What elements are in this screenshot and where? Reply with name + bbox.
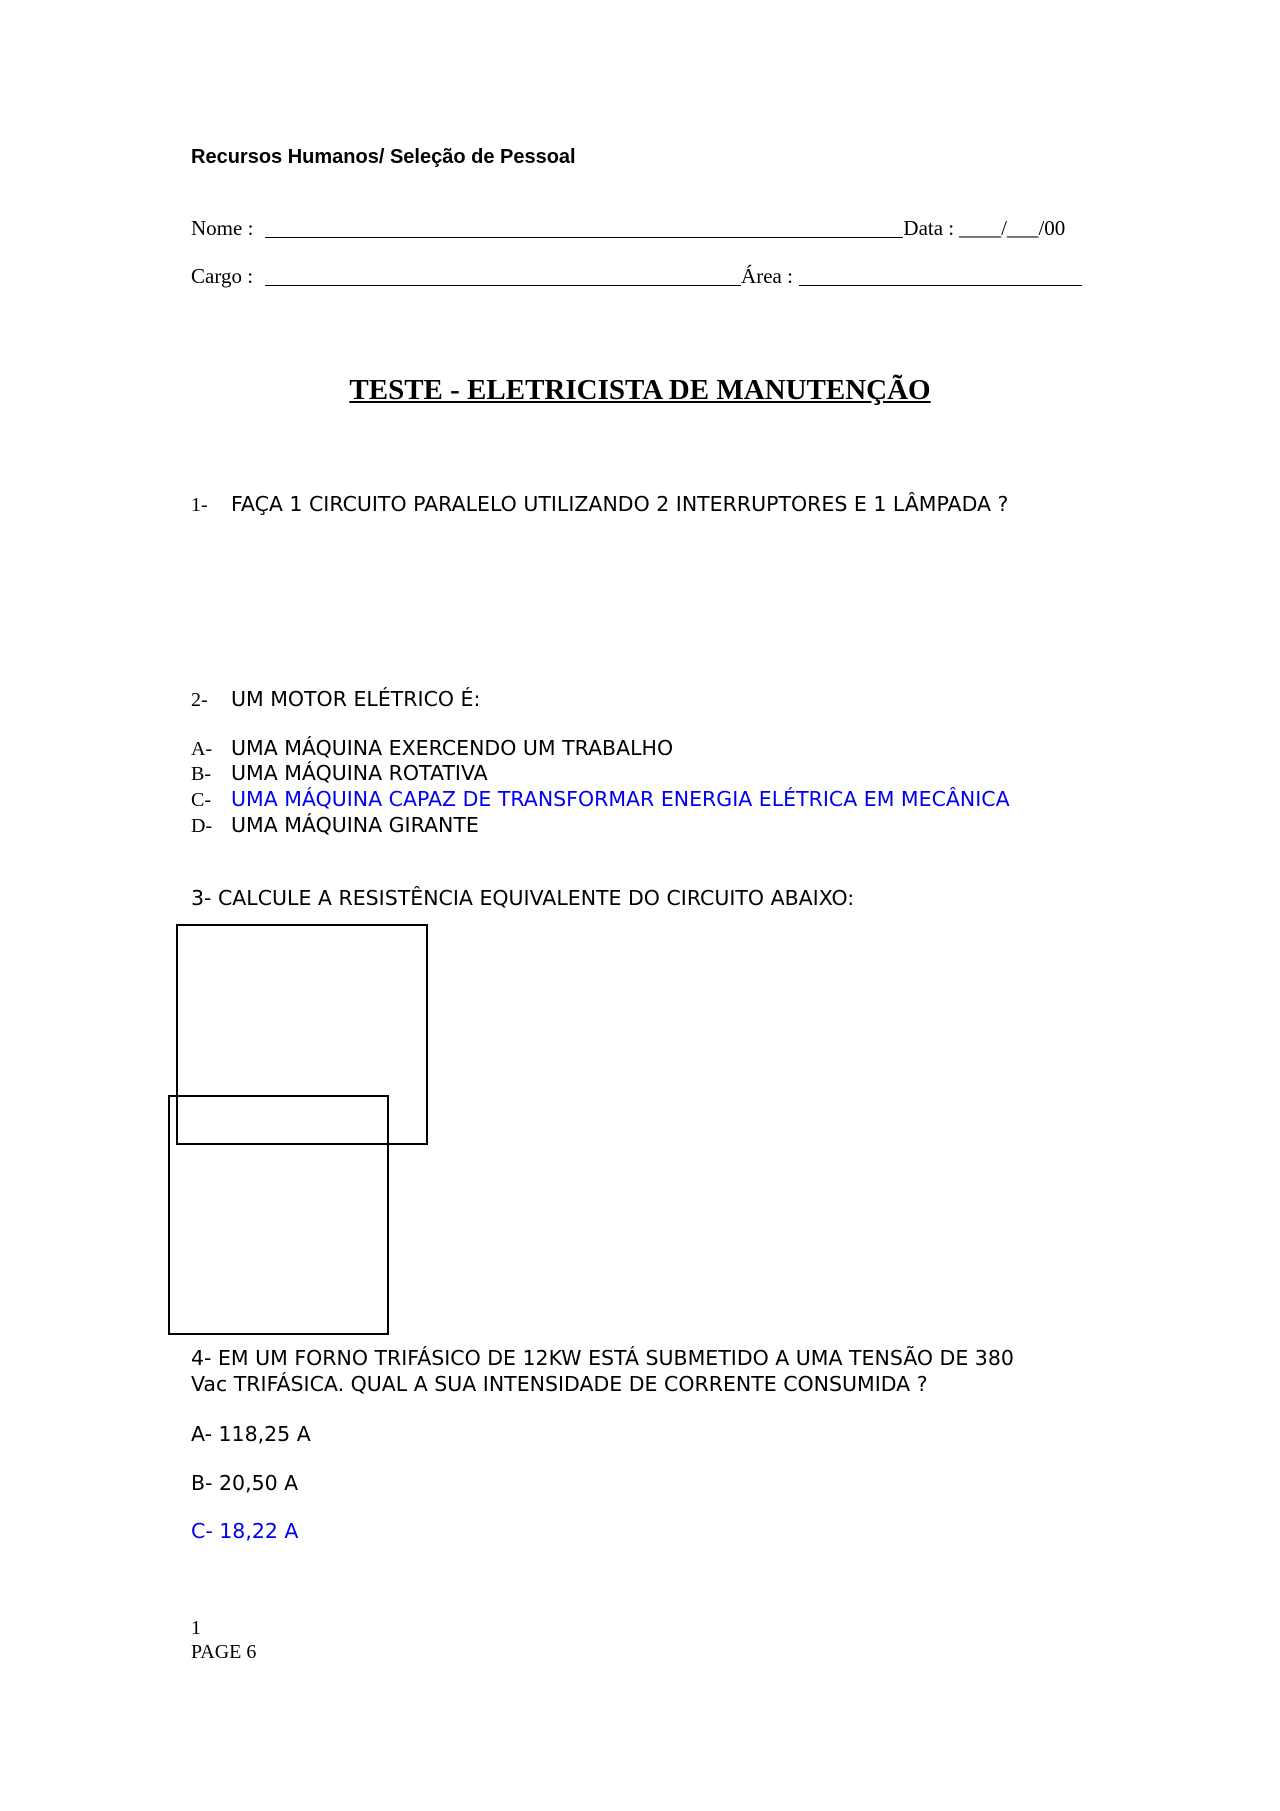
question-1-text: FAÇA 1 CIRCUITO PARALELO UTILIZANDO 2 INTERRUPTORES E 1 LÂMPADA ? <box>231 492 1009 516</box>
role-area-line <box>191 264 1082 289</box>
option-text: UMA MÁQUINA GIRANTE <box>231 813 479 837</box>
page-number: 1 <box>191 1617 201 1639</box>
area-label: Área : <box>741 264 793 288</box>
page-title <box>0 374 1280 407</box>
question-2-option-d[interactable] <box>191 813 479 838</box>
role-field[interactable] <box>265 267 741 286</box>
option-letter: D- <box>191 815 213 837</box>
option-text: UMA MÁQUINA ROTATIVA <box>231 761 488 785</box>
date-field[interactable]: ____/___/00 <box>959 216 1066 240</box>
question-2-option-a[interactable] <box>191 736 673 761</box>
name-field[interactable] <box>265 219 903 238</box>
question-2 <box>191 687 480 712</box>
circuit-image-frame-2 <box>168 1095 389 1335</box>
page-label: PAGE 6 <box>191 1641 257 1663</box>
name-date-line <box>191 216 1065 241</box>
question-4-line-1: 4- EM UM FORNO TRIFÁSICO DE 12KW ESTÁ SUBMETIDO A UMA TENSÃO DE 380 <box>191 1346 1014 1370</box>
question-2-option-b[interactable] <box>191 761 488 786</box>
question-4-line-2: Vac TRIFÁSICA. QUAL A SUA INTENSIDADE DE CORRENTE CONSUMIDA ? <box>191 1372 928 1396</box>
question-4-option-c[interactable]: C- 18,22 A <box>191 1519 299 1543</box>
role-label: Cargo : <box>191 264 254 288</box>
question-1 <box>191 492 1008 517</box>
name-label: Nome : <box>191 216 254 240</box>
option-text-highlighted: UMA MÁQUINA CAPAZ DE TRANSFORMAR ENERGIA ELÉTRICA EM MECÂNICA <box>231 787 1010 811</box>
option-text: UMA MÁQUINA EXERCENDO UM TRABALHO <box>231 736 674 760</box>
question-1-number: 1- <box>191 494 208 516</box>
question-2-option-c[interactable] <box>191 787 1010 812</box>
question-3 <box>191 886 854 910</box>
question-4-option-b[interactable]: B- 20,50 A <box>191 1471 299 1495</box>
question-2-number: 2- <box>191 689 208 711</box>
page-title-text: TESTE - ELETRICISTA DE MANUTENÇÃO <box>349 374 931 406</box>
question-3-text: 3- CALCULE A RESISTÊNCIA EQUIVALENTE DO CIRCUITO ABAIXO: <box>191 886 855 910</box>
option-letter: C- <box>191 789 211 811</box>
question-4-option-a[interactable]: A- 118,25 A <box>191 1422 311 1446</box>
question-2-text: UM MOTOR ELÉTRICO É: <box>231 687 481 711</box>
option-letter: A- <box>191 738 213 760</box>
date-label: Data : <box>903 216 955 240</box>
area-field[interactable] <box>799 267 1082 286</box>
option-letter: B- <box>191 763 211 785</box>
organization-header: Recursos Humanos/ Seleção de Pessoal <box>191 146 576 168</box>
